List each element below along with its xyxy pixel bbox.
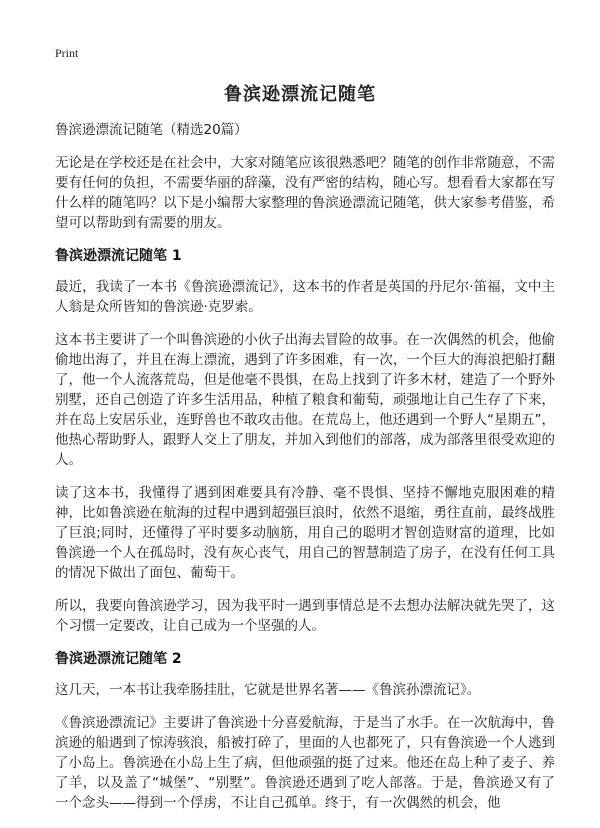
print-link[interactable]: Print — [55, 46, 79, 60]
section-paragraph: 所以，我要向鲁滨逊学习，因为我平时一遇到事情总是不去想办法解决就先哭了，这个习惯一定要改，让自己成为一个坚强的人。 — [55, 598, 555, 634]
section-paragraph: 读了这本书，我懂得了遇到困难要具有冷静、毫不畏惧、坚持不懈地克服困难的精神，比如鲁滨逊在航海的过程中遇到超强巨浪时，依然不退缩，勇往直前，最终战胜了巨浪;同时，还懂得了平时要多动脑筋，用自己的聪明才智创造财富的道理，比如鲁滨逊一个人在孤岛时，没有灰心丧气，用自己的智慧制造了房子，在没有任何工具的情况下做出了面包、葡萄干。 — [55, 485, 555, 581]
section-heading: 鲁滨逊漂流记随笔 1 — [55, 248, 182, 264]
document-body — [55, 120, 555, 826]
section-paragraph: 最近，我读了一本书《鲁滨逊漂流记》，这本书的作者是英国的丹尼尔·笛福，文中主人翁是众所皆知的鲁滨逊·克罗索。 — [55, 279, 555, 315]
document-subtitle: 鲁滨逊漂流记随笔（精选20篇） — [55, 122, 248, 138]
section-paragraph: 这本书主要讲了一个叫鲁滨逊的小伙子出海去冒险的故事。在一次偶然的机会，他偷偷地出海了，并且在海上漂流，遇到了许多困难，有一次，一个巨大的海浪把船打翻了，他一个人流落荒岛，但是他毫不畏惧，在岛上找到了许多木材，建造了一个野外别墅，还自己创造了许多生活用品，种植了粮食和葡萄，顽强地让自己生存了下来，并在岛上安居乐业，连野兽也不敢攻击他。在荒岛上，他还遇到一个野人“星期五”，他热心帮助野人，跟野人交上了朋友，并加入到他们的部落，成为部落里很受欢迎的人。 — [55, 332, 555, 468]
section-heading: 鲁滨逊漂流记随笔 2 — [55, 651, 182, 667]
intro-paragraph: 无论是在学校还是在社会中，大家对随笔应该很熟悉吧？随笔的创作非常随意，不需要有任何的负担，不需要华丽的辞藻，没有严密的结构，随心写。想看看大家都在写什么样的随笔吗？以下是小编帮大家整理的鲁滨逊漂流记随笔，供大家参考借鉴，希望可以帮助到有需要的朋友。 — [55, 155, 555, 231]
section-paragraph: 《鲁滨逊漂流记》主要讲了鲁滨逊十分喜爱航海，于是当了水手。在一次航海中，鲁滨逊的船遇到了惊涛骇浪，船被打碎了，里面的人也都死了，只有鲁滨逊一个人逃到了小岛上。鲁滨逊在小岛上生了病，但他顽强的挺了过来。他还在岛上种了麦子、养了羊，以及盖了“城堡”、“别墅”。鲁滨逊还遇到了吃人部落。于是，鲁滨逊又有了一个念头——得到一个俘虏，不让自己孤单。终于，有一次偶然的机会，他 — [55, 715, 555, 811]
section-paragraph: 这几天，一本书让我牵肠挂肚，它就是世界名著——《鲁滨孙漂流记》。 — [55, 682, 481, 698]
document-title: 鲁滨逊漂流记随笔 — [224, 84, 376, 105]
